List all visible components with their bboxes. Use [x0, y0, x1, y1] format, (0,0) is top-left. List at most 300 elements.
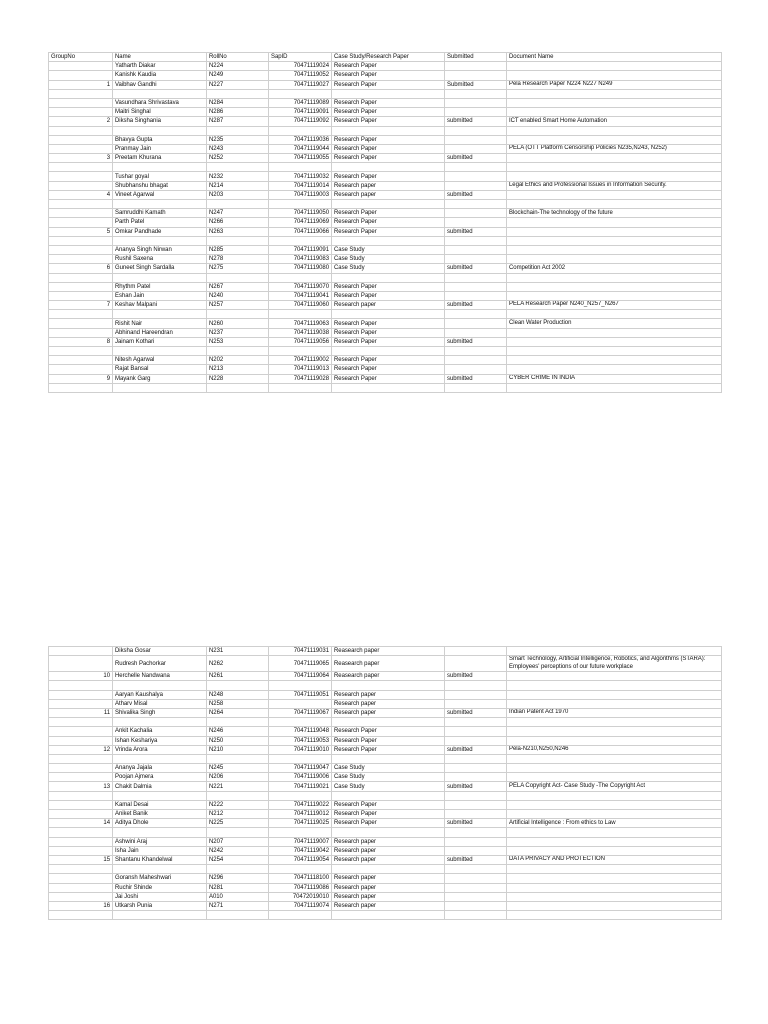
member-name-cell[interactable]: Chakit Dalmia — [113, 782, 207, 791]
member-name-cell[interactable]: Mayank Garg — [113, 374, 207, 383]
sap-id-cell[interactable]: 70471119055 — [269, 154, 332, 163]
empty-cell[interactable] — [113, 347, 207, 356]
header-sapid[interactable]: SapID — [269, 53, 332, 62]
group-number-cell[interactable] — [49, 365, 113, 374]
submission-type-cell[interactable]: Case Study — [332, 264, 445, 273]
group-number-cell[interactable]: 3 — [49, 154, 113, 163]
submission-type-cell[interactable]: Research Paper — [332, 135, 445, 144]
submitted-status-cell[interactable] — [445, 245, 507, 254]
sap-id-cell[interactable]: 70471119053 — [269, 736, 332, 745]
submitted-status-cell[interactable] — [445, 883, 507, 892]
empty-cell[interactable] — [113, 681, 207, 690]
roll-number-cell[interactable]: N264 — [207, 708, 269, 717]
roll-number-cell[interactable]: N221 — [207, 782, 269, 791]
empty-cell[interactable] — [207, 236, 269, 245]
sap-id-cell[interactable]: 70471119048 — [269, 727, 332, 736]
roll-number-cell[interactable]: N214 — [207, 181, 269, 190]
submitted-status-cell[interactable] — [445, 135, 507, 144]
group-number-cell[interactable] — [49, 773, 113, 782]
empty-cell[interactable] — [332, 200, 445, 209]
submitted-status-cell[interactable] — [445, 699, 507, 708]
submission-type-cell[interactable]: Research paper — [332, 181, 445, 190]
empty-cell[interactable] — [49, 681, 113, 690]
sap-id-cell[interactable]: 70471119067 — [269, 708, 332, 717]
roll-number-cell[interactable]: N275 — [207, 264, 269, 273]
member-name-cell[interactable]: Keshav Malpani — [113, 301, 207, 310]
group-number-cell[interactable] — [49, 218, 113, 227]
sap-id-cell[interactable]: 70471119092 — [269, 117, 332, 126]
member-name-cell[interactable]: Abhinand Hareendran — [113, 328, 207, 337]
empty-cell[interactable] — [507, 791, 722, 800]
document-name-cell[interactable] — [507, 282, 722, 291]
sap-id-cell[interactable]: 70471119056 — [269, 337, 332, 346]
empty-cell[interactable] — [445, 681, 507, 690]
sap-id-cell[interactable] — [269, 699, 332, 708]
sap-id-cell[interactable]: 70471119027 — [269, 80, 332, 89]
empty-cell[interactable] — [49, 865, 113, 874]
empty-cell[interactable] — [332, 236, 445, 245]
submitted-status-cell[interactable] — [445, 218, 507, 227]
header-groupno[interactable]: GroupNo — [49, 53, 113, 62]
roll-number-cell[interactable]: N249 — [207, 71, 269, 80]
group-number-cell[interactable] — [49, 874, 113, 883]
member-name-cell[interactable]: Shivalika Singh — [113, 708, 207, 717]
empty-cell[interactable] — [49, 828, 113, 837]
empty-cell[interactable] — [207, 865, 269, 874]
sap-id-cell[interactable]: 70471119038 — [269, 328, 332, 337]
document-name-cell[interactable]: Competition Act 2002 — [507, 264, 722, 273]
empty-cell[interactable] — [507, 718, 722, 727]
document-name-cell[interactable] — [507, 218, 722, 227]
roll-number-cell[interactable]: N235 — [207, 135, 269, 144]
empty-cell[interactable] — [332, 347, 445, 356]
document-name-cell[interactable] — [507, 356, 722, 365]
sap-id-cell[interactable]: 70471119003 — [269, 190, 332, 199]
roll-number-cell[interactable]: N267 — [207, 282, 269, 291]
roll-number-cell[interactable]: N257 — [207, 301, 269, 310]
member-name-cell[interactable]: Vineet Agarwal — [113, 190, 207, 199]
member-name-cell[interactable]: Tushar goyal — [113, 172, 207, 181]
submitted-status-cell[interactable] — [445, 837, 507, 846]
document-name-cell[interactable] — [507, 800, 722, 809]
empty-cell[interactable] — [49, 911, 113, 920]
document-name-cell[interactable] — [507, 71, 722, 80]
empty-cell[interactable] — [332, 126, 445, 135]
sap-id-cell[interactable]: 70471118100 — [269, 874, 332, 883]
member-name-cell[interactable]: Ruchir Shinde — [113, 883, 207, 892]
submission-type-cell[interactable]: Research Paper — [332, 356, 445, 365]
submission-type-cell[interactable]: Research Paper — [332, 337, 445, 346]
submission-type-cell[interactable]: Research Paper — [332, 819, 445, 828]
document-name-cell[interactable] — [507, 773, 722, 782]
document-name-cell[interactable] — [507, 98, 722, 107]
member-name-cell[interactable]: Rajat Bansal — [113, 365, 207, 374]
document-name-cell[interactable] — [507, 190, 722, 199]
submission-type-cell[interactable]: Research Paper — [332, 291, 445, 300]
group-number-cell[interactable] — [49, 736, 113, 745]
group-number-cell[interactable]: 14 — [49, 819, 113, 828]
sap-id-cell[interactable]: 70471119014 — [269, 181, 332, 190]
group-number-cell[interactable] — [49, 172, 113, 181]
member-name-cell[interactable]: Rishit Nair — [113, 319, 207, 328]
empty-cell[interactable] — [49, 754, 113, 763]
submission-type-cell[interactable]: Research Paper — [332, 319, 445, 328]
roll-number-cell[interactable]: N246 — [207, 727, 269, 736]
group-number-cell[interactable] — [49, 892, 113, 901]
sap-id-cell[interactable]: 70471119069 — [269, 218, 332, 227]
group-number-cell[interactable] — [49, 800, 113, 809]
empty-cell[interactable] — [507, 200, 722, 209]
submitted-status-cell[interactable] — [445, 71, 507, 80]
roll-number-cell[interactable]: N284 — [207, 98, 269, 107]
roll-number-cell[interactable]: N210 — [207, 745, 269, 754]
sap-id-cell[interactable]: 70471119047 — [269, 764, 332, 773]
member-name-cell[interactable]: Parth Patel — [113, 218, 207, 227]
submission-type-cell[interactable]: Research paper — [332, 883, 445, 892]
member-name-cell[interactable]: Kanishk Kaudia — [113, 71, 207, 80]
submitted-status-cell[interactable] — [445, 144, 507, 153]
roll-number-cell[interactable]: N260 — [207, 319, 269, 328]
empty-cell[interactable] — [507, 911, 722, 920]
empty-cell[interactable] — [113, 163, 207, 172]
empty-cell[interactable] — [445, 347, 507, 356]
roll-number-cell[interactable]: N206 — [207, 773, 269, 782]
submitted-status-cell[interactable]: submitted — [445, 337, 507, 346]
sap-id-cell[interactable]: 70471119024 — [269, 62, 332, 71]
empty-cell[interactable] — [332, 718, 445, 727]
document-name-cell[interactable] — [507, 883, 722, 892]
roll-number-cell[interactable]: N207 — [207, 837, 269, 846]
roll-number-cell[interactable]: N258 — [207, 699, 269, 708]
submitted-status-cell[interactable] — [445, 901, 507, 910]
member-name-cell[interactable]: Utkarsh Punia — [113, 901, 207, 910]
document-name-cell[interactable] — [507, 846, 722, 855]
member-name-cell[interactable]: Rhythm Patel — [113, 282, 207, 291]
empty-cell[interactable] — [445, 200, 507, 209]
document-name-cell[interactable] — [507, 337, 722, 346]
document-name-cell[interactable] — [507, 699, 722, 708]
submitted-status-cell[interactable] — [445, 181, 507, 190]
empty-cell[interactable] — [207, 126, 269, 135]
empty-cell[interactable] — [49, 383, 113, 392]
submission-type-cell[interactable]: Research Paper — [332, 71, 445, 80]
empty-cell[interactable] — [269, 89, 332, 98]
sap-id-cell[interactable]: 70471119050 — [269, 209, 332, 218]
sap-id-cell[interactable]: 70471119065 — [269, 656, 332, 672]
submitted-status-cell[interactable] — [445, 800, 507, 809]
group-number-cell[interactable]: 7 — [49, 301, 113, 310]
submitted-status-cell[interactable] — [445, 736, 507, 745]
roll-number-cell[interactable]: N228 — [207, 374, 269, 383]
group-number-cell[interactable] — [49, 144, 113, 153]
empty-cell[interactable] — [269, 200, 332, 209]
document-name-cell[interactable] — [507, 291, 722, 300]
empty-cell[interactable] — [207, 791, 269, 800]
member-name-cell[interactable]: Vaibhav Gandhi — [113, 80, 207, 89]
member-name-cell[interactable]: Jai Joshi — [113, 892, 207, 901]
sap-id-cell[interactable]: 70471119054 — [269, 855, 332, 864]
roll-number-cell[interactable]: N240 — [207, 291, 269, 300]
sap-id-cell[interactable]: 70471119063 — [269, 319, 332, 328]
group-number-cell[interactable] — [49, 727, 113, 736]
empty-cell[interactable] — [507, 89, 722, 98]
member-name-cell[interactable]: Aniket Banik — [113, 810, 207, 819]
sap-id-cell[interactable]: 70471119002 — [269, 356, 332, 365]
member-name-cell[interactable]: Diksha Gosar — [113, 647, 207, 656]
sap-id-cell[interactable]: 70471119021 — [269, 782, 332, 791]
roll-number-cell[interactable]: N250 — [207, 736, 269, 745]
submitted-status-cell[interactable]: submitted — [445, 227, 507, 236]
group-number-cell[interactable] — [49, 255, 113, 264]
sap-id-cell[interactable]: 70471119070 — [269, 282, 332, 291]
empty-cell[interactable] — [207, 718, 269, 727]
submission-type-cell[interactable]: Research Paper — [332, 108, 445, 117]
submission-type-cell[interactable]: Reasearch paper — [332, 647, 445, 656]
empty-cell[interactable] — [269, 828, 332, 837]
roll-number-cell[interactable]: N203 — [207, 190, 269, 199]
empty-cell[interactable] — [332, 681, 445, 690]
member-name-cell[interactable]: Ananya Singh Nirwan — [113, 245, 207, 254]
empty-cell[interactable] — [445, 865, 507, 874]
empty-cell[interactable] — [207, 347, 269, 356]
submitted-status-cell[interactable]: submitted — [445, 154, 507, 163]
submission-type-cell[interactable]: Research Paper — [332, 227, 445, 236]
header-type[interactable]: Case Study/Research Paper — [332, 53, 445, 62]
submission-type-cell[interactable]: Research Paper — [332, 365, 445, 374]
document-name-cell[interactable] — [507, 154, 722, 163]
empty-cell[interactable] — [269, 347, 332, 356]
roll-number-cell[interactable]: N262 — [207, 656, 269, 672]
empty-cell[interactable] — [332, 911, 445, 920]
sap-id-cell[interactable]: 70471119013 — [269, 365, 332, 374]
empty-cell[interactable] — [332, 89, 445, 98]
document-name-cell[interactable] — [507, 892, 722, 901]
empty-cell[interactable] — [49, 126, 113, 135]
document-name-cell[interactable] — [507, 727, 722, 736]
roll-number-cell[interactable]: N222 — [207, 800, 269, 809]
roll-number-cell[interactable]: N224 — [207, 62, 269, 71]
empty-cell[interactable] — [445, 718, 507, 727]
submitted-status-cell[interactable] — [445, 291, 507, 300]
group-number-cell[interactable]: 13 — [49, 782, 113, 791]
empty-cell[interactable] — [507, 126, 722, 135]
document-name-cell[interactable] — [507, 108, 722, 117]
submitted-status-cell[interactable]: submitted — [445, 745, 507, 754]
submitted-status-cell[interactable] — [445, 764, 507, 773]
submitted-status-cell[interactable] — [445, 356, 507, 365]
member-name-cell[interactable]: Rushil Saxena — [113, 255, 207, 264]
sap-id-cell[interactable]: 70471119022 — [269, 800, 332, 809]
empty-cell[interactable] — [207, 681, 269, 690]
submitted-status-cell[interactable] — [445, 773, 507, 782]
roll-number-cell[interactable]: N286 — [207, 108, 269, 117]
empty-cell[interactable] — [269, 911, 332, 920]
empty-cell[interactable] — [207, 911, 269, 920]
empty-cell[interactable] — [269, 236, 332, 245]
submission-type-cell[interactable]: Case Study — [332, 782, 445, 791]
submitted-status-cell[interactable] — [445, 282, 507, 291]
submission-type-cell[interactable]: Case Study — [332, 773, 445, 782]
empty-cell[interactable] — [507, 754, 722, 763]
empty-cell[interactable] — [49, 347, 113, 356]
empty-cell[interactable] — [507, 236, 722, 245]
member-name-cell[interactable]: Herchelle Nandwana — [113, 672, 207, 681]
submitted-status-cell[interactable] — [445, 656, 507, 672]
roll-number-cell[interactable]: N242 — [207, 846, 269, 855]
empty-cell[interactable] — [49, 236, 113, 245]
member-name-cell[interactable]: Omkar Pandhade — [113, 227, 207, 236]
sap-id-cell[interactable]: 70471119091 — [269, 245, 332, 254]
submitted-status-cell[interactable] — [445, 328, 507, 337]
sap-id-cell[interactable]: 70471119080 — [269, 264, 332, 273]
empty-cell[interactable] — [113, 310, 207, 319]
submitted-status-cell[interactable] — [445, 690, 507, 699]
member-name-cell[interactable]: Bhavya Gupta — [113, 135, 207, 144]
document-name-cell[interactable]: Clean Water Production — [507, 319, 722, 328]
group-number-cell[interactable] — [49, 810, 113, 819]
empty-cell[interactable] — [207, 89, 269, 98]
submitted-status-cell[interactable]: submitted — [445, 819, 507, 828]
group-number-cell[interactable] — [49, 328, 113, 337]
member-name-cell[interactable]: Aaryan Kaushalya — [113, 690, 207, 699]
empty-cell[interactable] — [507, 273, 722, 282]
document-name-cell[interactable]: PELA Copyright Act- Case Study -The Copyright Act — [507, 782, 722, 791]
sap-id-cell[interactable]: 70472019010 — [269, 892, 332, 901]
empty-cell[interactable] — [445, 911, 507, 920]
group-number-cell[interactable]: 12 — [49, 745, 113, 754]
empty-cell[interactable] — [507, 828, 722, 837]
empty-cell[interactable] — [113, 273, 207, 282]
group-number-cell[interactable] — [49, 98, 113, 107]
document-name-cell[interactable] — [507, 647, 722, 656]
member-name-cell[interactable]: Jainam Kothari — [113, 337, 207, 346]
sap-id-cell[interactable]: 70471119028 — [269, 374, 332, 383]
submission-type-cell[interactable]: Research Paper — [332, 62, 445, 71]
document-name-cell[interactable] — [507, 672, 722, 681]
header-name[interactable]: Name — [113, 53, 207, 62]
group-number-cell[interactable]: 10 — [49, 672, 113, 681]
submission-type-cell[interactable]: Reasearch paper — [332, 672, 445, 681]
roll-number-cell[interactable]: N237 — [207, 328, 269, 337]
empty-cell[interactable] — [113, 865, 207, 874]
submitted-status-cell[interactable] — [445, 874, 507, 883]
empty-cell[interactable] — [207, 273, 269, 282]
submission-type-cell[interactable]: Research Paper — [332, 328, 445, 337]
submission-type-cell[interactable]: Research Paper — [332, 154, 445, 163]
roll-number-cell[interactable]: N231 — [207, 647, 269, 656]
submitted-status-cell[interactable] — [445, 255, 507, 264]
document-name-cell[interactable] — [507, 837, 722, 846]
empty-cell[interactable] — [113, 791, 207, 800]
submission-type-cell[interactable]: Research Paper — [332, 736, 445, 745]
roll-number-cell[interactable]: N266 — [207, 218, 269, 227]
sap-id-cell[interactable]: 70471119006 — [269, 773, 332, 782]
document-name-cell[interactable] — [507, 690, 722, 699]
group-number-cell[interactable]: 9 — [49, 374, 113, 383]
sap-id-cell[interactable]: 70471119083 — [269, 255, 332, 264]
submission-type-cell[interactable]: Research paper — [332, 846, 445, 855]
submission-type-cell[interactable]: Research Paper — [332, 172, 445, 181]
empty-cell[interactable] — [49, 163, 113, 172]
member-name-cell[interactable]: Vasundhara Shrivastava — [113, 98, 207, 107]
empty-cell[interactable] — [445, 126, 507, 135]
sap-id-cell[interactable]: 70471119089 — [269, 98, 332, 107]
group-number-cell[interactable] — [49, 356, 113, 365]
submission-type-cell[interactable]: Research Paper — [332, 218, 445, 227]
submission-type-cell[interactable]: Research Paper — [332, 98, 445, 107]
sap-id-cell[interactable]: 70471119031 — [269, 647, 332, 656]
group-number-cell[interactable]: 1 — [49, 80, 113, 89]
roll-number-cell[interactable]: A010 — [207, 892, 269, 901]
empty-cell[interactable] — [332, 273, 445, 282]
submission-type-cell[interactable]: Research Paper — [332, 800, 445, 809]
group-number-cell[interactable] — [49, 690, 113, 699]
member-name-cell[interactable]: Vrinda Arora — [113, 745, 207, 754]
empty-cell[interactable] — [269, 126, 332, 135]
submission-type-cell[interactable]: Research paper — [332, 690, 445, 699]
empty-cell[interactable] — [445, 828, 507, 837]
submission-type-cell[interactable]: Research Paper — [332, 209, 445, 218]
group-number-cell[interactable] — [49, 883, 113, 892]
empty-cell[interactable] — [269, 681, 332, 690]
member-name-cell[interactable]: Shantanu Khandelwal — [113, 855, 207, 864]
sap-id-cell[interactable]: 70471119044 — [269, 144, 332, 153]
group-number-cell[interactable] — [49, 846, 113, 855]
empty-cell[interactable] — [507, 347, 722, 356]
empty-cell[interactable] — [207, 163, 269, 172]
sap-id-cell[interactable]: 70471119041 — [269, 291, 332, 300]
document-name-cell[interactable]: DATA PRIVACY AND PROTECTION — [507, 855, 722, 864]
group-number-cell[interactable] — [49, 699, 113, 708]
member-name-cell[interactable]: Yatharth Diakar — [113, 62, 207, 71]
empty-cell[interactable] — [332, 310, 445, 319]
header-submitted[interactable]: Submitted — [445, 53, 507, 62]
member-name-cell[interactable]: Atharv Misal — [113, 699, 207, 708]
submission-type-cell[interactable]: Case Study — [332, 764, 445, 773]
group-number-cell[interactable] — [49, 764, 113, 773]
sap-id-cell[interactable]: 70471119074 — [269, 901, 332, 910]
submitted-status-cell[interactable] — [445, 108, 507, 117]
header-rollno[interactable]: RollNo — [207, 53, 269, 62]
group-number-cell[interactable]: 8 — [49, 337, 113, 346]
empty-cell[interactable] — [113, 911, 207, 920]
group-number-cell[interactable]: 6 — [49, 264, 113, 273]
member-name-cell[interactable]: Goransh Maheshwari — [113, 874, 207, 883]
empty-cell[interactable] — [207, 828, 269, 837]
empty-cell[interactable] — [49, 718, 113, 727]
submission-type-cell[interactable]: Research Paper — [332, 374, 445, 383]
member-name-cell[interactable]: Ashwini Araj — [113, 837, 207, 846]
empty-cell[interactable] — [113, 236, 207, 245]
member-name-cell[interactable]: Poojan Ajmera — [113, 773, 207, 782]
empty-cell[interactable] — [332, 163, 445, 172]
member-name-cell[interactable]: Eshan Jain — [113, 291, 207, 300]
roll-number-cell[interactable]: N281 — [207, 883, 269, 892]
empty-cell[interactable] — [332, 383, 445, 392]
group-number-cell[interactable] — [49, 71, 113, 80]
empty-cell[interactable] — [113, 828, 207, 837]
document-name-cell[interactable] — [507, 62, 722, 71]
sap-id-cell[interactable]: 70471119060 — [269, 301, 332, 310]
submission-type-cell[interactable]: Research Paper — [332, 727, 445, 736]
empty-cell[interactable] — [207, 754, 269, 763]
submitted-status-cell[interactable] — [445, 892, 507, 901]
member-name-cell[interactable]: Kamal Desai — [113, 800, 207, 809]
submission-type-cell[interactable]: Research paper — [332, 190, 445, 199]
group-number-cell[interactable] — [49, 282, 113, 291]
roll-number-cell[interactable]: N261 — [207, 672, 269, 681]
empty-cell[interactable] — [269, 383, 332, 392]
